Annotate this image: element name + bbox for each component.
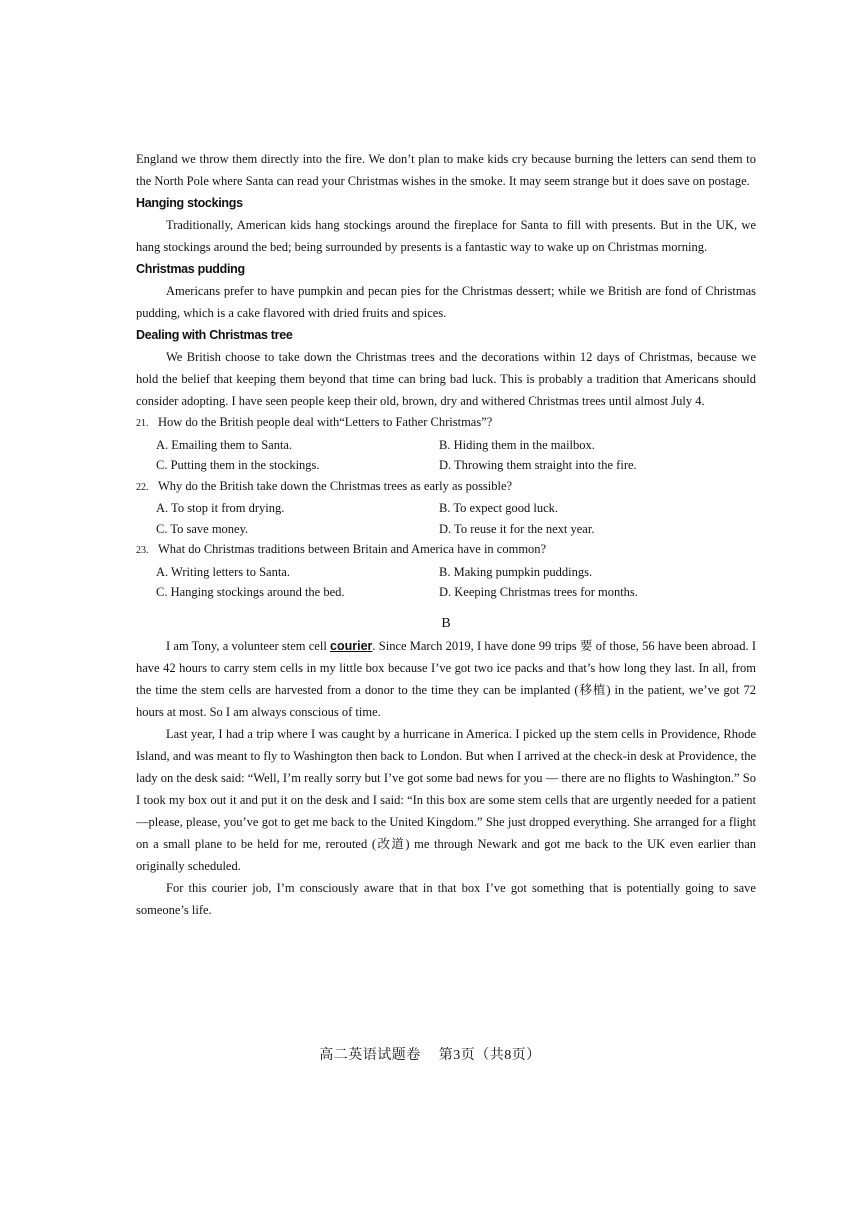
- question-text: Why do the British take down the Christmas trees as early as possible?: [158, 478, 513, 493]
- question-options: [156, 562, 756, 603]
- paragraph-text: I am Tony, a volunteer stem cell: [166, 638, 331, 653]
- question-text: How do the British people deal with“Letters to Father Christmas”?: [158, 415, 493, 429]
- question-text: What do Christmas traditions between Britain and America have in common?: [158, 542, 547, 556]
- question-22: [136, 476, 756, 540]
- section-christmas-tree: [136, 324, 756, 412]
- section-heading: Dealing with Christmas tree: [136, 328, 293, 342]
- paragraph-text: . Since March 2019, I have done 99 trips 要 of those, 56 have been abroad. I have 42 hours to carry stem cells in my little box because I’ve got two ice packs and that’s how long they last. In all, from the time the stem cells are harvested from a donor to the time they can be implanted (移植) in the patient, we’ve got 72 hours at most. So I am always conscious of time.: [136, 638, 756, 719]
- section-christmas-pudding: [136, 258, 756, 324]
- section-text: Americans prefer to have pumpkin and pecan pies for the Christmas dessert; while we British are fond of Christmas pudding, which is a cake flavored with dried fruits and spices.: [136, 284, 756, 320]
- question-number: 21.: [136, 418, 149, 429]
- option-c: C. To save money.: [156, 521, 249, 536]
- footer-page-number: 第3页（共8页）: [438, 1048, 541, 1063]
- question-options: [156, 498, 756, 539]
- question-number: 23.: [136, 545, 149, 556]
- passage-a-intro: England we throw them directly into the fire. We don’t plan to make kids cry because burning the letters can send them to the North Pole where Santa can read your Christmas wishes in the smoke. It may seem strange but it does save on postage.: [136, 152, 756, 188]
- option-b: B. To expect good luck.: [439, 501, 559, 515]
- keyword-courier: courier: [330, 638, 373, 653]
- section-text: Traditionally, American kids hang stockings around the fireplace for Santa to fill with presents. But in the UK, we hang stockings around the bed; being surrounded by presents is a fantastic way to wake up on Christmas morning.: [136, 218, 756, 254]
- option-d: D. To reuse it for the next year.: [439, 521, 595, 536]
- passage-b-paragraph-1: [136, 635, 756, 723]
- option-b: B. Hiding them in the mailbox.: [439, 437, 595, 452]
- section-heading: Hanging stockings: [136, 196, 243, 210]
- question-options: [156, 435, 756, 476]
- section-text: We British choose to take down the Christmas trees and the decorations within 12 days of Christmas, because we hold the belief that keeping them beyond that time can bring bad luck. This is probably a tradition that Americans should consider adopting. I have seen people keep their old, brown, dry and withered Christmas trees until almost July 4.: [136, 350, 756, 408]
- option-a: A. Writing letters to Santa.: [156, 564, 290, 579]
- section-heading: Christmas pudding: [136, 262, 245, 276]
- document-page: [136, 148, 756, 921]
- option-b: B. Making pumpkin puddings.: [439, 564, 593, 579]
- footer-title: 高二英语试题卷: [319, 1048, 421, 1063]
- question-number: 22.: [136, 481, 149, 493]
- section-label-b: B: [441, 615, 451, 631]
- question-23: [136, 539, 756, 603]
- option-d: D. Keeping Christmas trees for months.: [439, 585, 638, 599]
- option-d: D. Throwing them straight into the fire.: [439, 458, 637, 472]
- option-c: C. Putting them in the stockings.: [156, 458, 320, 472]
- option-c: C. Hanging stockings around the bed.: [156, 585, 345, 599]
- passage-b-paragraph-3: For this courier job, I’m consciously aware that in that box I’ve got something that is potentially going to save someone’s life.: [136, 880, 756, 917]
- section-hanging-stockings: [136, 192, 756, 258]
- option-a: A. To stop it from drying.: [156, 501, 285, 515]
- page-footer: [0, 1044, 860, 1064]
- question-21: [136, 412, 756, 476]
- passage-b-paragraph-2: Last year, I had a trip where I was caught by a hurricane in America. I picked up the stem cells in Providence, Rhode Island, and was meant to fly to Washington then back to London. But when I arrived at the check-in desk at Providence, the lady on the desk said: “Well, I’m really sorry but I’ve got some bad news for you — there are no flights to Washington.” So I took my box out it and put it on the desk and I said: “In this box are some stem cells that are urgently needed for a patient—please, please, you’ve got to get me back to the United Kingdom.” She just dropped everything. She arranged for a flight on a small plane to be held for me, rerouted (改道) me through Newark and got me back to the UK even earlier than originally scheduled.: [136, 726, 756, 873]
- option-a: A. Emailing them to Santa.: [156, 437, 293, 452]
